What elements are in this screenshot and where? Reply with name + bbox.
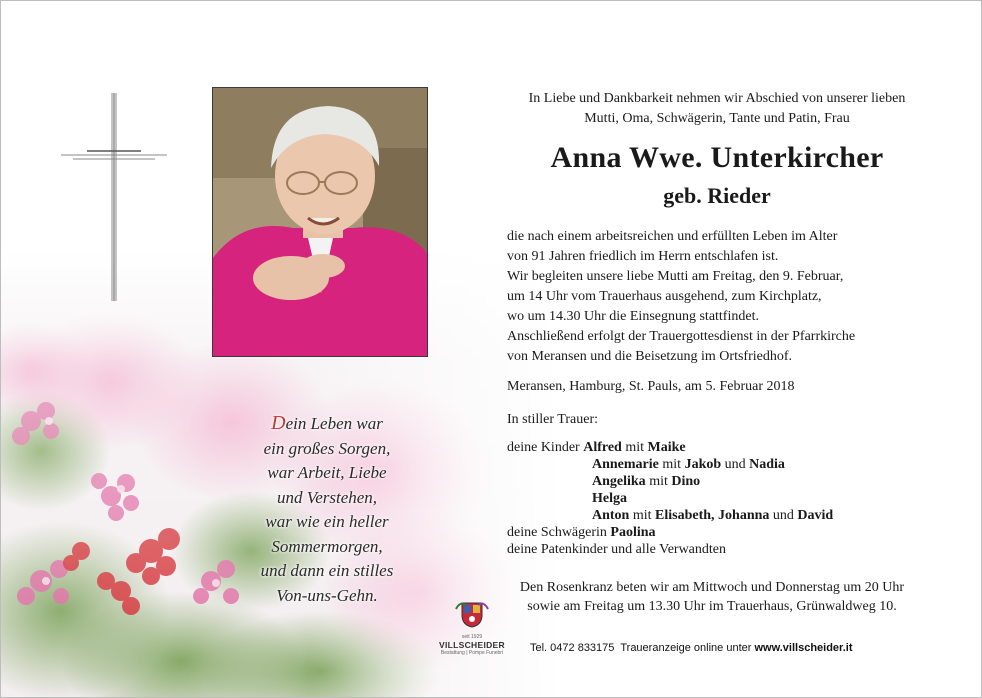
body-line: die nach einem arbeitsreichen und erfüllten Leben im Alter [507, 229, 838, 244]
family-row [507, 439, 947, 456]
family-text: und [772, 508, 794, 523]
family-member: Elisabeth, Johanna [655, 508, 770, 523]
portrait-photo [212, 87, 428, 357]
family-list [507, 439, 947, 558]
family-text: deine Schwägerin [507, 525, 607, 540]
logo-tagline: Bestattung | Pompe Funebri [440, 650, 504, 656]
family-text: mit [649, 474, 668, 489]
obituary-body [507, 227, 927, 367]
family-member: Angelika [592, 474, 646, 489]
body-line: Anschließend erfolgt der Trauergottesdienst in der Pfarrkirche [507, 329, 856, 344]
poem-line: war Arbeit, Liebe [267, 463, 387, 482]
crest-icon [452, 599, 492, 629]
family-member: Nadia [749, 457, 785, 472]
family-member: David [797, 508, 834, 523]
family-member: Alfred [583, 440, 622, 455]
body-line: um 14 Uhr vom Trauerhaus ausgehend, zum Kirchplatz, [507, 289, 822, 304]
family-row [507, 490, 947, 507]
poem-line: und Verstehen, [276, 487, 378, 507]
poem-line: Sommermorgen, [271, 536, 383, 556]
logo-brand: VILLSCHEIDER [439, 640, 505, 650]
body-line: wo um 14.30 Uhr die Einsegnung stattfindet. [507, 309, 759, 324]
intro-line: In Liebe und Dankbarkeit nehmen wir Abschied von unserer lieben [528, 91, 906, 106]
family-row [507, 507, 947, 524]
rosary-line: Den Rosenkranz beten wir am Mittwoch und Donnerstag um 20 Uhr [519, 580, 905, 595]
poem [247, 411, 407, 608]
birth-name: geb. Rieder [663, 183, 771, 208]
rosary-line: sowie am Freitag um 13.30 Uhr im Trauerhaus, Grünwaldweg 10. [527, 599, 897, 614]
poem-line: und dann ein stilles [260, 561, 394, 580]
poem-line: ein großes Sorgen, [263, 438, 391, 458]
footer-online-text: Traueranzeige online unter [620, 642, 752, 654]
family-member: Helga [592, 491, 627, 506]
family-text: mit [662, 457, 682, 472]
poem-line: ein Leben war [285, 414, 383, 433]
footer-website-link[interactable]: www.villscheider.it [754, 642, 853, 654]
logo-since: seit 1929 [461, 634, 483, 640]
family-member: Anton [592, 508, 630, 523]
family-member: Dino [671, 474, 701, 489]
family-text: mit [625, 440, 644, 455]
poem-line: war wie ein heller [265, 512, 389, 531]
family-member: Paolina [610, 525, 656, 540]
family-row: deine Patenkinder und alle Verwandten [507, 542, 727, 557]
family-member: Jakob [684, 457, 722, 472]
body-line: von 91 Jahren friedlich im Herrn entschlafen ist. [507, 249, 779, 264]
footer-tel: Tel. 0472 833175 [530, 642, 615, 654]
place-date: Meransen, Hamburg, St. Pauls, am 5. Februar 2018 [507, 379, 795, 394]
body-line: von Meransen und die Beisetzung im Ortsfriedhof. [507, 349, 792, 364]
family-text: deine Kinder [507, 440, 580, 455]
intro-text [497, 89, 937, 129]
family-member: Annemarie [592, 457, 659, 472]
footer-contact [530, 642, 853, 654]
family-row [507, 456, 947, 473]
intro-line: Mutti, Oma, Schwägerin, Tante und Patin, Frau [584, 111, 850, 126]
villscheider-crest-logo [429, 599, 515, 659]
family-row [507, 524, 947, 541]
family-member: Maike [647, 440, 686, 455]
family-text: und [724, 457, 746, 472]
body-line: Wir begleiten unsere liebe Mutti am Freitag, den 9. Februar, [507, 269, 844, 284]
poem-line: Von-uns-Gehn. [276, 585, 378, 605]
mourning-label: In stiller Trauer: [507, 412, 598, 427]
cross-icon [59, 91, 169, 303]
rosary-info [497, 578, 927, 616]
poem-initial: D [271, 412, 286, 434]
family-row [507, 473, 947, 490]
deceased-name: Anna Wwe. Unterkircher [550, 141, 884, 174]
family-text: mit [632, 508, 652, 523]
